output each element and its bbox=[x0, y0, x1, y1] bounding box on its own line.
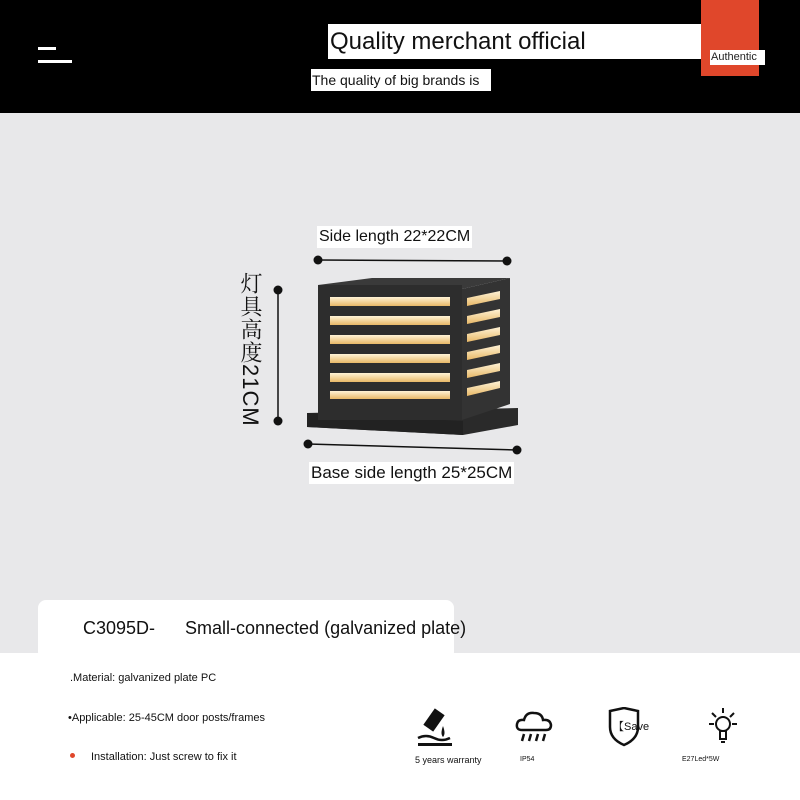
model-number: C3095D- bbox=[83, 618, 156, 638]
material-spec: .Material: galvanized plate PC bbox=[70, 672, 217, 684]
rain-cloud-icon bbox=[514, 708, 554, 744]
paint-bucket-icon bbox=[416, 706, 456, 748]
side-length-line bbox=[318, 260, 507, 261]
light-bulb-icon bbox=[704, 706, 742, 748]
model-description: Small-connected (galvanized plate) bbox=[185, 618, 467, 638]
installation-spec: Installation: Just screw to fix it bbox=[91, 751, 237, 763]
authentic-badge-label: Authentic bbox=[710, 50, 765, 65]
store-subtitle: The quality of big brands is bbox=[311, 69, 491, 91]
feature-label-bulb: E27Led*5W bbox=[682, 756, 720, 763]
side-length-label: Side length 22*22CM bbox=[317, 226, 472, 248]
bullet-dot bbox=[70, 753, 75, 758]
feature-label-save: 【Save bbox=[613, 721, 650, 733]
applicable-spec: •Applicable: 25-45CM door posts/frames bbox=[68, 712, 266, 724]
base-length-line bbox=[308, 444, 517, 450]
feature-label-warranty: 5 years warranty bbox=[415, 755, 482, 765]
feature-label-ip: IP54 bbox=[520, 756, 535, 763]
store-title: Quality merchant official bbox=[328, 24, 748, 59]
base-length-label: Base side length 25*25CM bbox=[311, 463, 513, 482]
height-label: 灯具高度21CM bbox=[238, 272, 263, 427]
